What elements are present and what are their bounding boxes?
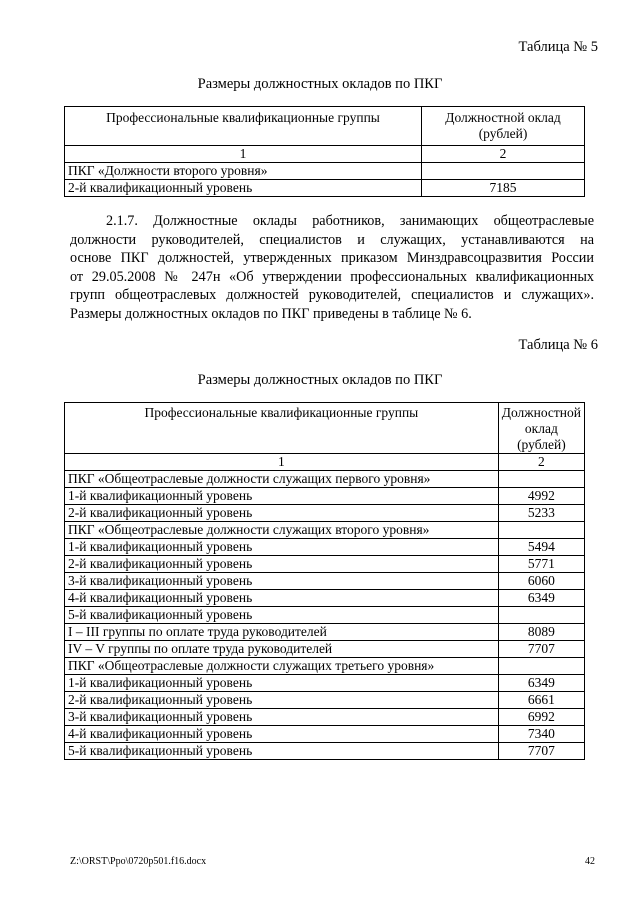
table-5-index-row <box>65 146 585 163</box>
table-row <box>65 505 585 522</box>
table-6-row-value: 6661 <box>498 692 584 709</box>
footer-file-path: Z:\ORST\Ppo\0720p501.f16.docx <box>70 856 207 867</box>
table-6-header-groups: Профессиональные квалификационные группы <box>65 403 499 454</box>
table-row <box>65 539 585 556</box>
table-row <box>65 658 585 675</box>
table-row <box>65 607 585 624</box>
table-row <box>65 573 585 590</box>
paragraph-line: 2.1.7. Должностные оклады работников, занимающих общеотраслевые <box>106 213 594 229</box>
table-5-title: Размеры должностных окладов по ПКГ <box>197 76 443 92</box>
table-row <box>65 488 585 505</box>
table-5-row-value: 7185 <box>422 180 585 197</box>
table-6-index-1: 1 <box>65 454 499 471</box>
table-5-header-salary: Должностной оклад (рублей) <box>422 107 585 146</box>
table-6-row-label: 2-й квалификационный уровень <box>65 556 499 573</box>
paragraph-line: Размеры должностных окладов по ПКГ приведены в таблице № 6. <box>70 305 472 322</box>
table-6-row-label: ПКГ «Общеотраслевые должности служащих первого уровня» <box>65 471 499 488</box>
table-row <box>65 709 585 726</box>
table-6-row-value: 7340 <box>498 726 584 743</box>
table-row <box>65 471 585 488</box>
footer-page-number: 42 <box>585 856 595 867</box>
table-6-row-label: 5-й квалификационный уровень <box>65 607 499 624</box>
table-5-index-1: 1 <box>65 146 422 163</box>
table-6-header-salary: Должностной оклад (рублей) <box>498 403 584 454</box>
table-6-row-value: 7707 <box>498 641 584 658</box>
table-6-row-value: 6992 <box>498 709 584 726</box>
table-row <box>65 675 585 692</box>
table-row <box>65 624 585 641</box>
table-6-row-label: IV – V группы по оплате труда руководителей <box>65 641 499 658</box>
table-6-title: Размеры должностных окладов по ПКГ <box>197 372 443 388</box>
table-row <box>65 726 585 743</box>
table-row <box>65 692 585 709</box>
table-6-row-value: 5771 <box>498 556 584 573</box>
table-6-row-label: 5-й квалификационный уровень <box>65 743 499 760</box>
table-6-index-2: 2 <box>498 454 584 471</box>
table-6-row-value: 6349 <box>498 590 584 607</box>
table-6-row-label: I – III группы по оплате труда руководителей <box>65 624 499 641</box>
table-6-row-value: 7707 <box>498 743 584 760</box>
table-6-row-label: 2-й квалификационный уровень <box>65 505 499 522</box>
table-row <box>65 180 585 197</box>
body-paragraph <box>70 212 594 324</box>
table-5-header-row <box>65 107 585 146</box>
table-5-row-label: 2-й квалификационный уровень <box>65 180 422 197</box>
table-6-row-value <box>498 471 584 488</box>
table-row <box>65 641 585 658</box>
table-row <box>65 590 585 607</box>
table-5-header-groups: Профессиональные квалификационные группы <box>65 107 422 146</box>
paragraph-line: должности руководителей, специалистов и служащих, устанавливаются на <box>70 231 594 248</box>
table-6-row-value <box>498 522 584 539</box>
table-5-number: Таблица № 5 <box>518 39 598 55</box>
table-6-row-value <box>498 658 584 675</box>
table-6-row-label: 2-й квалификационный уровень <box>65 692 499 709</box>
table-6-row-value: 4992 <box>498 488 584 505</box>
paragraph-line: основе ПКГ должностей, утвержденных приказом Минздравсоцразвития России <box>70 250 594 267</box>
paragraph-line: групп общеотраслевых должностей руководителей, специалистов и служащих». <box>70 287 594 304</box>
table-6-row-value: 6060 <box>498 573 584 590</box>
table-6-row-label: 4-й квалификационный уровень <box>65 726 499 743</box>
table-6-row-value: 5233 <box>498 505 584 522</box>
table-row <box>65 556 585 573</box>
table-6-row-label: ПКГ «Общеотраслевые должности служащих второго уровня» <box>65 522 499 539</box>
table-row <box>65 743 585 760</box>
table-6-row-value: 6349 <box>498 675 584 692</box>
table-5 <box>64 106 585 197</box>
table-6-row-label: 1-й квалификационный уровень <box>65 488 499 505</box>
table-6-row-label: ПКГ «Общеотраслевые должности служащих третьего уровня» <box>65 658 499 675</box>
table-6-row-label: 3-й квалификационный уровень <box>65 573 499 590</box>
table-6-row-label: 1-й квалификационный уровень <box>65 539 499 556</box>
table-6-row-label: 1-й квалификационный уровень <box>65 675 499 692</box>
table-6-row-value: 5494 <box>498 539 584 556</box>
table-6-index-row <box>65 454 585 471</box>
table-row <box>65 163 585 180</box>
table-5-row-label: ПКГ «Должности второго уровня» <box>65 163 422 180</box>
table-5-index-2: 2 <box>422 146 585 163</box>
paragraph-line: от 29.05.2008 № 247н «Об утверждении профессиональных квалификационных <box>70 268 594 285</box>
table-6-row-label: 4-й квалификационный уровень <box>65 590 499 607</box>
table-6-number: Таблица № 6 <box>518 337 598 353</box>
table-6-row-value <box>498 607 584 624</box>
table-6-header-row <box>65 403 585 454</box>
table-6-row-label: 3-й квалификационный уровень <box>65 709 499 726</box>
table-6 <box>64 402 585 760</box>
table-6-row-value: 8089 <box>498 624 584 641</box>
table-row <box>65 522 585 539</box>
table-5-row-value <box>422 163 585 180</box>
